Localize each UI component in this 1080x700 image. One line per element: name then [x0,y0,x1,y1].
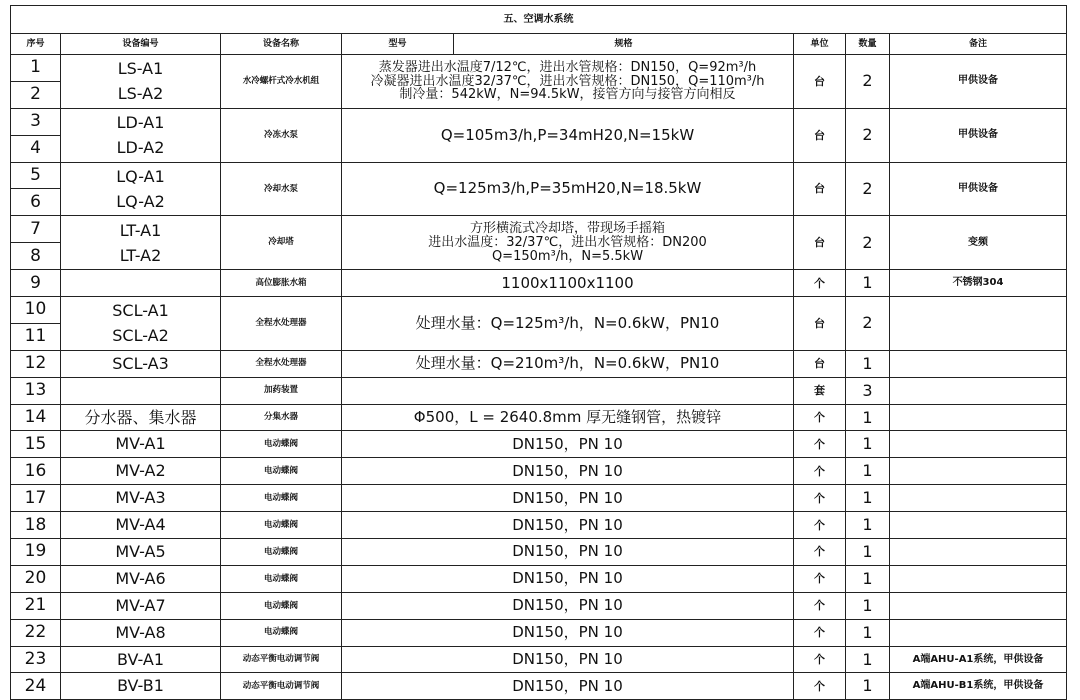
equipment-code-value: LQ-A2 [116,191,165,211]
equipment-code [61,55,221,109]
quantity-cell: 1 [846,565,890,592]
quantity-cell: 1 [846,539,890,566]
spec-line: Q=105m3/h,P=34mH20,N=15kW [440,125,695,144]
equipment-spec [342,592,794,619]
spec-line: 处理水量：Q=125m³/h，N=0.6kW，PN10 [415,313,720,332]
quantity-cell: 1 [846,270,890,297]
unit-cell: 台 [794,350,846,377]
equipment-code-value: LT-A1 [119,220,162,240]
equipment-code-value: BV-A1 [116,649,165,669]
equipment-spec [342,216,794,270]
equipment-code-value: SCL-A3 [112,353,169,373]
equipment-spec [342,512,794,539]
table-row [11,404,1067,431]
unit-cell: 台 [794,297,846,351]
unit-cell: 个 [794,619,846,646]
header-note: 备注 [890,34,1067,55]
equipment-code [61,619,221,646]
spec-line: 1100x1100x1100 [501,273,634,292]
note-cell [890,592,1067,619]
equipment-spec [342,108,794,162]
equipment-code [61,162,221,216]
equipment-name: 高位膨胀水箱 [221,270,342,297]
quantity-cell: 2 [846,216,890,270]
row-number: 5 [11,162,61,189]
table-row [11,162,1067,189]
table-row [11,55,1067,82]
equipment-name: 电动蝶阀 [221,431,342,458]
quantity-cell: 1 [846,350,890,377]
unit-cell: 个 [794,565,846,592]
table-row [11,485,1067,512]
note-cell [890,377,1067,404]
row-number: 13 [11,377,61,404]
table-row [11,539,1067,566]
spec-line: DN150，PN 10 [512,569,623,588]
spec-line: Φ500，L = 2640.8mm 厚无缝钢管，热镀锌 [413,408,722,427]
equipment-code [61,646,221,673]
unit-cell: 台 [794,216,846,270]
spec-line: DN150，PN 10 [512,515,623,534]
equipment-name: 电动蝶阀 [221,565,342,592]
row-number: 15 [11,431,61,458]
table-row [11,297,1067,324]
equipment-spec [342,404,794,431]
unit-cell: 个 [794,592,846,619]
unit-cell: 个 [794,539,846,566]
table-row [11,270,1067,297]
table-body [11,55,1067,700]
quantity-cell: 1 [846,485,890,512]
header-spec: 规格 [454,34,794,55]
note-cell: 甲供设备 [890,55,1067,109]
equipment-code-value: 分水器、集水器 [84,407,197,427]
note-cell [890,297,1067,351]
spec-line: 方形横流式冷却塔，带现场手摇箱 [469,221,665,237]
equipment-name: 水冷螺杆式冷水机组 [221,55,342,109]
quantity-cell: 1 [846,646,890,673]
table-row [11,619,1067,646]
row-number: 11 [11,323,61,350]
spec-line: 蒸发器进出水温度7/12℃，进出水管规格：DN150，Q=92m³/h [378,59,757,75]
note-cell [890,539,1067,566]
equipment-code [61,377,221,404]
equipment-code-value: LQ-A1 [116,166,165,186]
table-row [11,565,1067,592]
equipment-code [61,297,221,351]
quantity-cell: 1 [846,512,890,539]
spec-line: DN150，PN 10 [512,623,623,642]
equipment-name: 电动蝶阀 [221,592,342,619]
equipment-code-value: MV-A4 [115,515,166,535]
row-number: 1 [11,55,61,82]
quantity-cell: 1 [846,592,890,619]
unit-cell: 个 [794,458,846,485]
equipment-code [61,404,221,431]
spec-line: 制冷量：542kW，N=94.5kW，接管方向与接管方向相反 [399,87,736,103]
equipment-spec [342,377,794,404]
equipment-name: 全程水处理器 [221,297,342,351]
equipment-code [61,539,221,566]
equipment-name: 冷却水泵 [221,162,342,216]
equipment-code-value: MV-A6 [115,568,166,588]
equipment-code [61,350,221,377]
table-title: 五、空调水系统 [11,6,1067,34]
header-row [11,34,1067,55]
table-row [11,458,1067,485]
equipment-code [61,512,221,539]
equipment-code-value: MV-A7 [115,595,166,615]
note-cell: 变频 [890,216,1067,270]
header-seq: 序号 [11,34,61,55]
equipment-code [61,592,221,619]
table-row [11,216,1067,243]
row-number: 24 [11,673,61,700]
equipment-code [61,565,221,592]
row-number: 16 [11,458,61,485]
equipment-spec [342,646,794,673]
equipment-name: 分集水器 [221,404,342,431]
spec-line: DN150，PN 10 [512,650,623,669]
equipment-code-value: BV-B1 [117,676,164,696]
equipment-code-value: MV-A2 [115,461,166,481]
spec-line: Q=150m³/h，N=5.5kW [491,248,644,264]
table-row [11,431,1067,458]
spec-line: 进出水温度：32/37℃，进出水管规格：DN200 [428,234,707,250]
spec-line: 处理水量：Q=210m³/h，N=0.6kW，PN10 [415,354,720,373]
spec-line: DN150，PN 10 [512,542,623,561]
equipment-code [61,458,221,485]
equipment-code-value: MV-A3 [115,488,166,508]
equipment-name: 电动蝶阀 [221,458,342,485]
note-cell [890,431,1067,458]
equipment-code [61,108,221,162]
equipment-spec [342,539,794,566]
spec-line: DN150，PN 10 [512,434,623,453]
spec-line: Q=125m3/h,P=35mH20,N=18.5kW [433,179,702,198]
note-cell: 甲供设备 [890,108,1067,162]
equipment-code-value: SCL-A1 [112,301,169,321]
quantity-cell: 2 [846,162,890,216]
equipment-spec [342,485,794,512]
row-number: 9 [11,270,61,297]
equipment-spec [342,297,794,351]
header-name: 设备名称 [221,34,342,55]
row-number: 3 [11,108,61,135]
equipment-spec [342,565,794,592]
quantity-cell: 1 [846,431,890,458]
spec-line: DN150，PN 10 [512,461,623,480]
table-row [11,592,1067,619]
equipment-code [61,673,221,700]
row-number: 20 [11,565,61,592]
equipment-name: 冷却塔 [221,216,342,270]
unit-cell: 个 [794,404,846,431]
equipment-code-value: SCL-A2 [112,326,169,346]
quantity-cell: 3 [846,377,890,404]
row-number: 8 [11,243,61,270]
equipment-spec [342,673,794,700]
note-cell [890,619,1067,646]
table-row [11,377,1067,404]
row-number: 12 [11,350,61,377]
unit-cell: 个 [794,646,846,673]
note-cell: A端AHU-A1系统，甲供设备 [890,646,1067,673]
note-cell [890,512,1067,539]
equipment-table [10,5,1067,700]
unit-cell: 台 [794,162,846,216]
spec-line: DN150，PN 10 [512,488,623,507]
quantity-cell: 1 [846,458,890,485]
row-number: 10 [11,297,61,324]
equipment-code [61,485,221,512]
equipment-spec [342,270,794,297]
header-model: 型号 [342,34,454,55]
unit-cell: 个 [794,431,846,458]
table-row [11,646,1067,673]
equipment-spec [342,162,794,216]
equipment-code [61,431,221,458]
note-cell: A端AHU-B1系统，甲供设备 [890,673,1067,700]
table-row [11,673,1067,700]
unit-cell: 个 [794,485,846,512]
equipment-code-value: MV-A1 [115,434,166,454]
note-cell [890,350,1067,377]
note-cell [890,485,1067,512]
quantity-cell: 1 [846,673,890,700]
note-cell: 不锈钢304 [890,270,1067,297]
equipment-spec [342,619,794,646]
spec-line: DN150，PN 10 [512,596,623,615]
row-number: 6 [11,189,61,216]
spec-line: DN150，PN 10 [512,676,623,695]
equipment-name: 动态平衡电动调节阀 [221,646,342,673]
row-number: 4 [11,135,61,162]
row-number: 19 [11,539,61,566]
equipment-code-value: LD-A1 [116,113,165,133]
quantity-cell: 1 [846,619,890,646]
equipment-code [61,216,221,270]
header-code: 设备编号 [61,34,221,55]
equipment-code-value: LS-A2 [117,84,164,104]
unit-cell: 个 [794,512,846,539]
table-row [11,108,1067,135]
row-number: 17 [11,485,61,512]
unit-cell: 个 [794,270,846,297]
equipment-name: 电动蝶阀 [221,512,342,539]
equipment-spec [342,458,794,485]
note-cell: 甲供设备 [890,162,1067,216]
equipment-name: 电动蝶阀 [221,619,342,646]
table-row [11,512,1067,539]
unit-cell: 台 [794,108,846,162]
equipment-name: 动态平衡电动调节阀 [221,673,342,700]
equipment-name: 电动蝶阀 [221,485,342,512]
quantity-cell: 2 [846,297,890,351]
row-number: 22 [11,619,61,646]
row-number: 14 [11,404,61,431]
row-number: 18 [11,512,61,539]
row-number: 7 [11,216,61,243]
equipment-code [61,270,221,297]
row-number: 2 [11,81,61,108]
header-unit: 单位 [794,34,846,55]
unit-cell: 台 [794,55,846,109]
equipment-spec [342,431,794,458]
table-row [11,350,1067,377]
equipment-name: 电动蝶阀 [221,539,342,566]
quantity-cell: 2 [846,108,890,162]
equipment-code-value: MV-A8 [115,622,166,642]
note-cell [890,458,1067,485]
note-cell [890,404,1067,431]
row-number: 21 [11,592,61,619]
equipment-code-value: MV-A5 [115,541,166,561]
quantity-cell: 1 [846,404,890,431]
quantity-cell: 2 [846,55,890,109]
equipment-code-value: LS-A1 [117,59,164,79]
equipment-spec [342,55,794,109]
equipment-schedule [10,5,1066,700]
equipment-name: 加药装置 [221,377,342,404]
equipment-code-value: LD-A2 [116,138,165,158]
equipment-name: 全程水处理器 [221,350,342,377]
row-number: 23 [11,646,61,673]
unit-cell: 个 [794,673,846,700]
spec-line: 冷凝器进出水温度32/37℃，进出水管规格：DN150，Q=110m³/h [370,73,765,89]
equipment-code-value: LT-A2 [119,245,162,265]
equipment-name: 冷冻水泵 [221,108,342,162]
header-qty: 数量 [846,34,890,55]
note-cell [890,565,1067,592]
unit-cell: 套 [794,377,846,404]
equipment-spec [342,350,794,377]
